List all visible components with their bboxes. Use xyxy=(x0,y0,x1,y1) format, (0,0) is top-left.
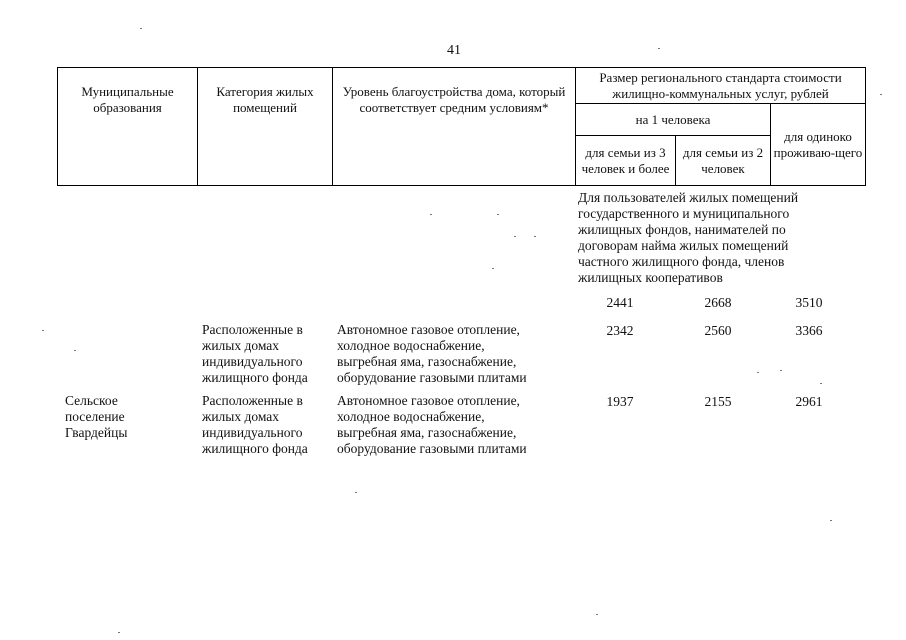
scan-speck xyxy=(596,614,598,615)
section-single-value: 3510 xyxy=(795,295,823,310)
scan-speck xyxy=(492,268,494,269)
scan-speck xyxy=(820,383,822,384)
scan-speck xyxy=(757,372,759,373)
table-header xyxy=(57,67,866,186)
scan-speck xyxy=(514,236,516,237)
row-single-value: 2961 xyxy=(795,394,823,409)
scan-speck xyxy=(780,370,782,371)
section-note: Для пользователей жилых помещений государственного и муниципального жилищных фондов, нанимателей по договорам найма жилых помещений частного жилищного фонда, членов жилищных кооперативов xyxy=(578,190,799,285)
row-family2-value: 2560 xyxy=(704,323,732,338)
row-family3-value: 1937 xyxy=(606,394,634,409)
row-amenities: Автономное газовое отопление, холодное водоснабжение, выгребная яма, газоснабжение, оборудование газовыми плитами xyxy=(337,393,527,456)
header-municipality: Муниципальные образования xyxy=(58,68,198,186)
row-category: Расположенные в жилых домах индивидуального жилищного фонда xyxy=(202,322,308,385)
row-municipality: Сельское поселение Гвардейцы xyxy=(65,393,128,440)
scan-speck xyxy=(430,214,432,215)
scan-speck xyxy=(42,330,44,331)
scan-speck xyxy=(497,214,499,215)
row-family2-value: 2155 xyxy=(704,394,732,409)
row-amenities: Автономное газовое отопление, холодное водоснабжение, выгребная яма, газоснабжение, оборудование газовыми плитами xyxy=(337,322,527,385)
scan-speck xyxy=(880,94,882,95)
section-family2-value: 2668 xyxy=(704,295,732,310)
scan-speck xyxy=(118,632,120,633)
scan-speck xyxy=(140,28,142,29)
page-number: 41 xyxy=(447,43,461,58)
row-category: Расположенные в жилых домах индивидуального жилищного фонда xyxy=(202,393,308,456)
scan-speck xyxy=(830,520,832,521)
scan-speck xyxy=(658,48,660,49)
header-amenities: Уровень благоустройства дома, который соответствует средним условиям* xyxy=(333,68,576,186)
header-family2: для семьи из 2 человек xyxy=(676,136,771,186)
scan-speck xyxy=(355,492,357,493)
scan-speck xyxy=(534,236,536,237)
row-family3-value: 2342 xyxy=(606,323,634,338)
header-category: Категория жилых помещений xyxy=(198,68,333,186)
row-single-value: 3366 xyxy=(795,323,823,338)
header-family3: для семьи из 3 человек и более xyxy=(576,136,676,186)
section-family3-value: 2441 xyxy=(606,295,634,310)
scan-speck xyxy=(74,350,76,351)
header-standard: Размер регионального стандарта стоимости жилищно-коммунальных услуг, рублей xyxy=(576,68,866,104)
header-per-person: на 1 человека xyxy=(576,104,771,136)
header-single: для одиноко проживаю-щего xyxy=(771,104,866,186)
